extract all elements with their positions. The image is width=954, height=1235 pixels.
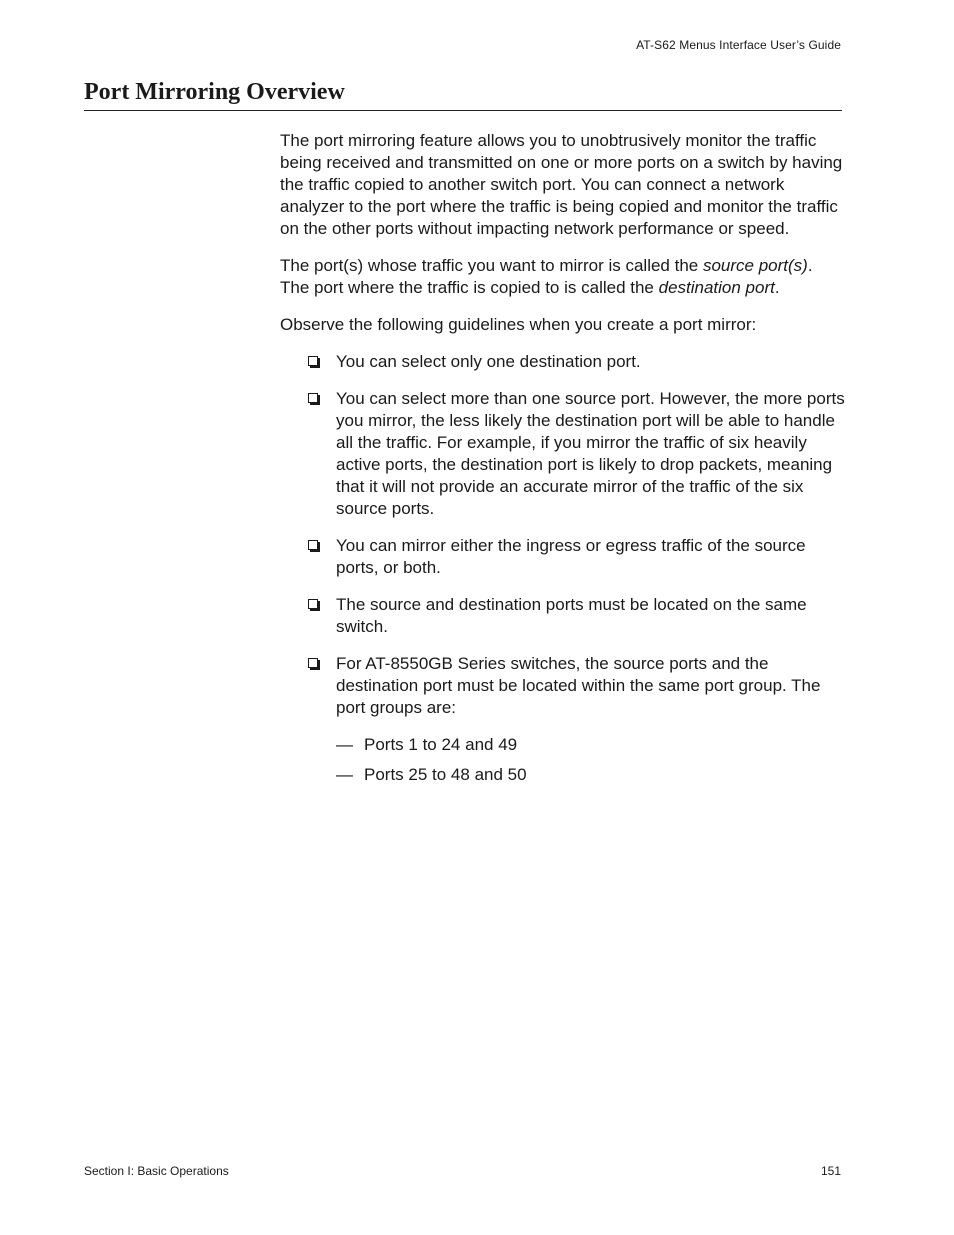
guidelines-list — [280, 351, 846, 786]
em-dash-bullet: — — [336, 735, 353, 754]
port-group-text: Ports 1 to 24 and 49 — [364, 735, 518, 754]
checkbox-bullet-icon — [308, 393, 318, 403]
guideline-item — [308, 535, 846, 579]
guideline-item — [308, 594, 846, 638]
running-header: AT-S62 Menus Interface User’s Guide — [636, 38, 841, 52]
definition-text-2: . The port where the traffic is copied to is called the — [280, 256, 813, 297]
checkbox-bullet-icon — [308, 356, 318, 366]
port-groups-list — [336, 734, 846, 786]
body-text — [280, 130, 846, 801]
checkbox-bullet-icon — [308, 540, 318, 550]
definition-text-3: . — [774, 278, 780, 297]
footer-page-number: 151 — [820, 1164, 841, 1178]
intro-paragraph: The port mirroring feature allows you to unobtrusively monitor the traffic being received and transmitted on one or more ports on a switch by having the traffic copied to another switch port. You can connect a network analyzer to the port where the traffic is being copied and monitor the traffic on the other ports without impacting network performance or speed. — [280, 131, 843, 238]
port-group-text: Ports 25 to 48 and 50 — [364, 765, 527, 784]
guideline-item — [308, 351, 846, 373]
guideline-text: For AT-8550GB Series switches, the source ports and the destination port must be located within the same port group. The port groups are: — [336, 654, 821, 717]
source-ports-term: source port(s) — [702, 256, 808, 275]
definition-paragraph — [280, 255, 846, 299]
port-group-item — [336, 734, 846, 756]
section-title: Port Mirroring Overview — [84, 79, 345, 105]
guideline-item — [308, 388, 846, 520]
em-dash-bullet: — — [336, 765, 353, 784]
footer-section-label: Section I: Basic Operations — [84, 1164, 229, 1178]
section-title-block — [84, 78, 842, 111]
port-group-item — [336, 764, 846, 786]
definition-text-1: The port(s) whose traffic you want to mirror is called the — [280, 256, 703, 275]
guideline-text: You can select only one destination port. — [336, 352, 641, 371]
guideline-text: The source and destination ports must be located on the same switch. — [336, 595, 807, 636]
checkbox-bullet-icon — [308, 599, 318, 609]
guideline-text: You can mirror either the ingress or egress traffic of the source ports, or both. — [336, 536, 806, 577]
guideline-text: You can select more than one source port. However, the more ports you mirror, the less likely the destination port will be able to handle all the traffic. For example, if you mirror the traffic of six heavily active ports, the destination port is likely to drop packets, meaning that it will not provide an accurate mirror of the traffic of the six source ports. — [336, 389, 845, 518]
guidelines-intro: Observe the following guidelines when you create a port mirror: — [280, 315, 757, 334]
checkbox-bullet-icon — [308, 658, 318, 668]
guideline-item — [308, 653, 846, 786]
destination-port-term: destination port — [658, 278, 775, 297]
